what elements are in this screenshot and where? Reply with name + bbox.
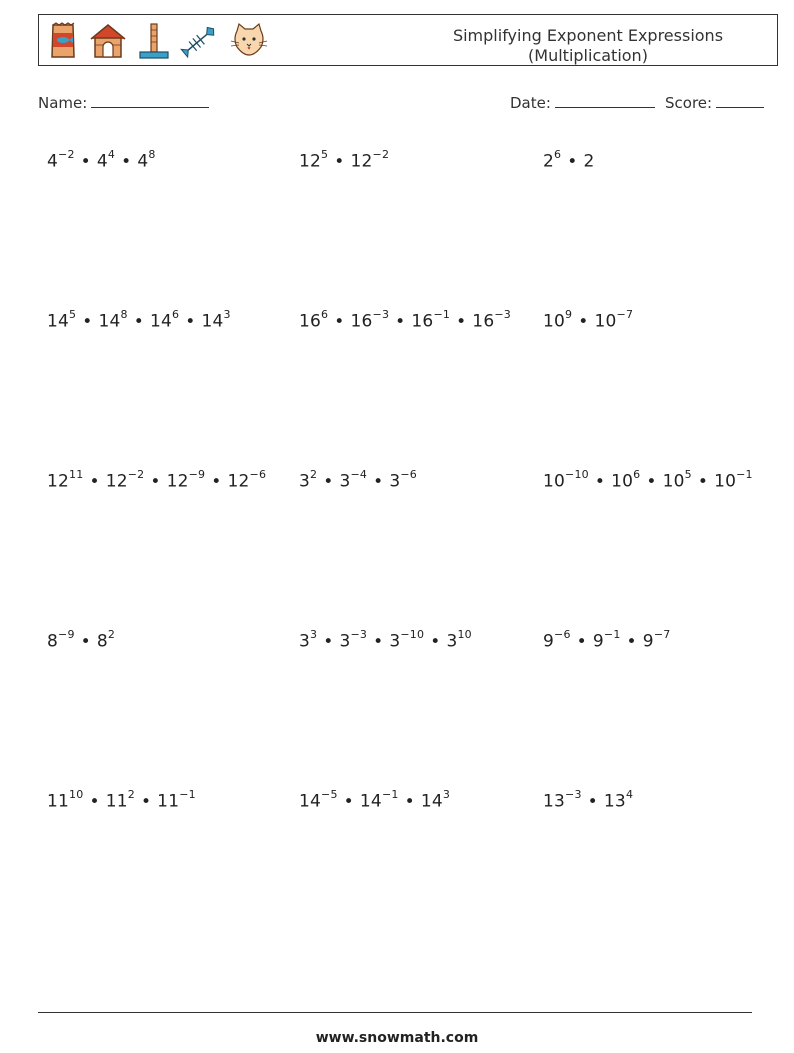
- base: 9: [543, 631, 555, 652]
- exponent: −3: [565, 788, 582, 801]
- problem-15: [543, 790, 633, 812]
- multiply-dot: •: [185, 311, 196, 332]
- exponent: 10: [69, 788, 84, 801]
- exponent: 3: [442, 788, 451, 801]
- problem-5: [299, 310, 511, 332]
- base: 3: [446, 631, 458, 652]
- exponent: 11: [69, 468, 84, 481]
- problem-6: [543, 310, 633, 332]
- base: 9: [642, 631, 654, 652]
- multiply-dot: •: [133, 311, 144, 332]
- base: 14: [299, 791, 322, 812]
- problem-2: [299, 150, 389, 172]
- exponent: −3: [372, 308, 390, 321]
- base: 14: [201, 311, 224, 332]
- exponent: −1: [603, 628, 621, 641]
- exponent: −2: [372, 148, 390, 161]
- exponent: −1: [179, 788, 196, 801]
- multiply-dot: •: [594, 471, 606, 492]
- base: 10: [543, 311, 566, 332]
- exponent: 6: [554, 148, 562, 161]
- problem-10: [47, 630, 115, 652]
- fish-bone-icon: [179, 21, 219, 61]
- exponent: −2: [127, 468, 145, 481]
- score-field[interactable]: [665, 93, 764, 112]
- multiply-dot: •: [373, 471, 384, 492]
- exponent: 9: [565, 308, 573, 321]
- base: 4: [137, 151, 149, 172]
- base: 13: [603, 791, 626, 812]
- base: 3: [389, 631, 401, 652]
- base: 14: [98, 311, 121, 332]
- exponent: −9: [188, 468, 206, 481]
- problem-13: [47, 790, 196, 812]
- base: 3: [389, 471, 401, 492]
- problem-11: [299, 630, 472, 652]
- problem-9: [543, 470, 753, 492]
- multiply-dot: •: [80, 151, 91, 172]
- exponent: −2: [58, 148, 75, 161]
- multiply-dot: •: [323, 471, 334, 492]
- base: 10: [611, 471, 634, 492]
- exponent: −10: [565, 468, 589, 481]
- base: 9: [592, 631, 604, 652]
- exponent: −4: [350, 468, 368, 481]
- multiply-dot: •: [323, 631, 334, 652]
- base: 3: [339, 471, 351, 492]
- problem-7: [47, 470, 266, 492]
- footer-url: www.snowmath.com: [315, 1030, 479, 1046]
- score-blank-line[interactable]: [716, 93, 764, 108]
- exponent: 5: [321, 148, 329, 161]
- date-blank-line[interactable]: [555, 93, 655, 108]
- base: 12: [166, 471, 189, 492]
- multiply-dot: •: [89, 471, 100, 492]
- exponent: 5: [684, 468, 692, 481]
- base: 12: [105, 471, 128, 492]
- exponent: 4: [625, 788, 634, 801]
- exponent: 5: [69, 308, 77, 321]
- base: 16: [299, 311, 322, 332]
- title-line-1: Simplifying Exponent Expressions: [452, 26, 724, 45]
- name-label: Name:: [38, 94, 88, 112]
- exponent: 10: [457, 628, 472, 641]
- date-label: Date:: [510, 94, 551, 112]
- exponent: 2: [107, 628, 116, 641]
- student-fields: [38, 93, 770, 115]
- exponent: −6: [400, 468, 418, 481]
- name-blank-line[interactable]: [91, 93, 209, 108]
- multiply-dot: •: [626, 631, 637, 652]
- base: 4: [96, 151, 108, 172]
- problem-4: [47, 310, 231, 332]
- base: 16: [350, 311, 373, 332]
- exponent: 3: [310, 628, 318, 641]
- exponent: 2: [127, 788, 135, 801]
- exponent: 8: [120, 308, 128, 321]
- multiply-dot: •: [89, 791, 100, 812]
- multiply-dot: •: [456, 311, 467, 332]
- multiply-dot: •: [404, 791, 415, 812]
- base: 10: [543, 471, 566, 492]
- multiply-dot: •: [82, 311, 93, 332]
- score-label: Score:: [665, 94, 713, 112]
- exponent: 6: [321, 308, 329, 321]
- base: 2: [583, 151, 595, 172]
- problem-1: [47, 150, 156, 172]
- base: 16: [411, 311, 434, 332]
- base: 16: [472, 311, 495, 332]
- base: 14: [149, 311, 173, 332]
- multiply-dot: •: [140, 791, 152, 812]
- cat-house-icon: [87, 21, 129, 61]
- multiply-dot: •: [334, 311, 345, 332]
- base: 11: [105, 791, 128, 812]
- cat-food-bag-icon: [47, 21, 79, 61]
- multiply-dot: •: [587, 791, 598, 812]
- multiply-dot: •: [578, 311, 589, 332]
- worksheet-header: [38, 14, 778, 66]
- multiply-dot: •: [80, 631, 91, 652]
- problem-3: [543, 150, 595, 172]
- base: 10: [594, 311, 617, 332]
- base: 13: [543, 791, 566, 812]
- base: 10: [714, 471, 737, 492]
- base: 11: [47, 791, 70, 812]
- base: 10: [662, 471, 685, 492]
- exponent: 6: [633, 468, 641, 481]
- base: 3: [299, 471, 311, 492]
- cat-face-icon: [227, 21, 271, 61]
- multiply-dot: •: [576, 631, 587, 652]
- base: 2: [543, 151, 555, 172]
- date-field[interactable]: [510, 93, 655, 112]
- base: 3: [339, 631, 351, 652]
- worksheet-title: [399, 26, 777, 66]
- multiply-dot: •: [373, 631, 384, 652]
- exponent: −3: [350, 628, 368, 641]
- multiply-dot: •: [567, 151, 578, 172]
- exponent: 8: [148, 148, 156, 161]
- base: 12: [299, 151, 322, 172]
- base: 12: [350, 151, 373, 172]
- multiply-dot: •: [121, 151, 132, 172]
- base: 11: [157, 791, 180, 812]
- exponent: 6: [172, 308, 180, 321]
- exponent: 4: [107, 148, 116, 161]
- exponent: −7: [616, 308, 634, 321]
- exponent: −10: [400, 628, 425, 641]
- multiply-dot: •: [697, 471, 709, 492]
- exponent: −1: [433, 308, 451, 321]
- exponent: −5: [321, 788, 338, 801]
- base: 4: [47, 151, 59, 172]
- footer-divider: [38, 1012, 752, 1013]
- exponent: 3: [223, 308, 231, 321]
- multiply-dot: •: [211, 471, 222, 492]
- multiply-dot: •: [430, 631, 441, 652]
- base: 14: [359, 791, 382, 812]
- name-field[interactable]: [38, 93, 209, 112]
- exponent: −1: [381, 788, 399, 801]
- exponent: −3: [494, 308, 511, 321]
- exponent: −1: [736, 468, 753, 481]
- multiply-dot: •: [395, 311, 406, 332]
- multiply-dot: •: [150, 471, 161, 492]
- problem-8: [299, 470, 417, 492]
- exponent: −6: [554, 628, 571, 641]
- title-line-2: (Multiplication): [528, 46, 648, 65]
- base: 14: [47, 311, 70, 332]
- base: 8: [96, 631, 108, 652]
- base: 14: [420, 791, 443, 812]
- multiply-dot: •: [343, 791, 354, 812]
- base: 12: [47, 471, 70, 492]
- base: 8: [47, 631, 59, 652]
- exponent: −9: [58, 628, 75, 641]
- base: 12: [227, 471, 250, 492]
- base: 3: [299, 631, 311, 652]
- multiply-dot: •: [646, 471, 657, 492]
- problem-12: [543, 630, 670, 652]
- scratching-post-icon: [137, 21, 171, 61]
- exponent: −6: [249, 468, 267, 481]
- header-icons: [47, 19, 271, 63]
- problem-14: [299, 790, 450, 812]
- exponent: 2: [310, 468, 318, 481]
- exponent: −7: [653, 628, 671, 641]
- multiply-dot: •: [334, 151, 345, 172]
